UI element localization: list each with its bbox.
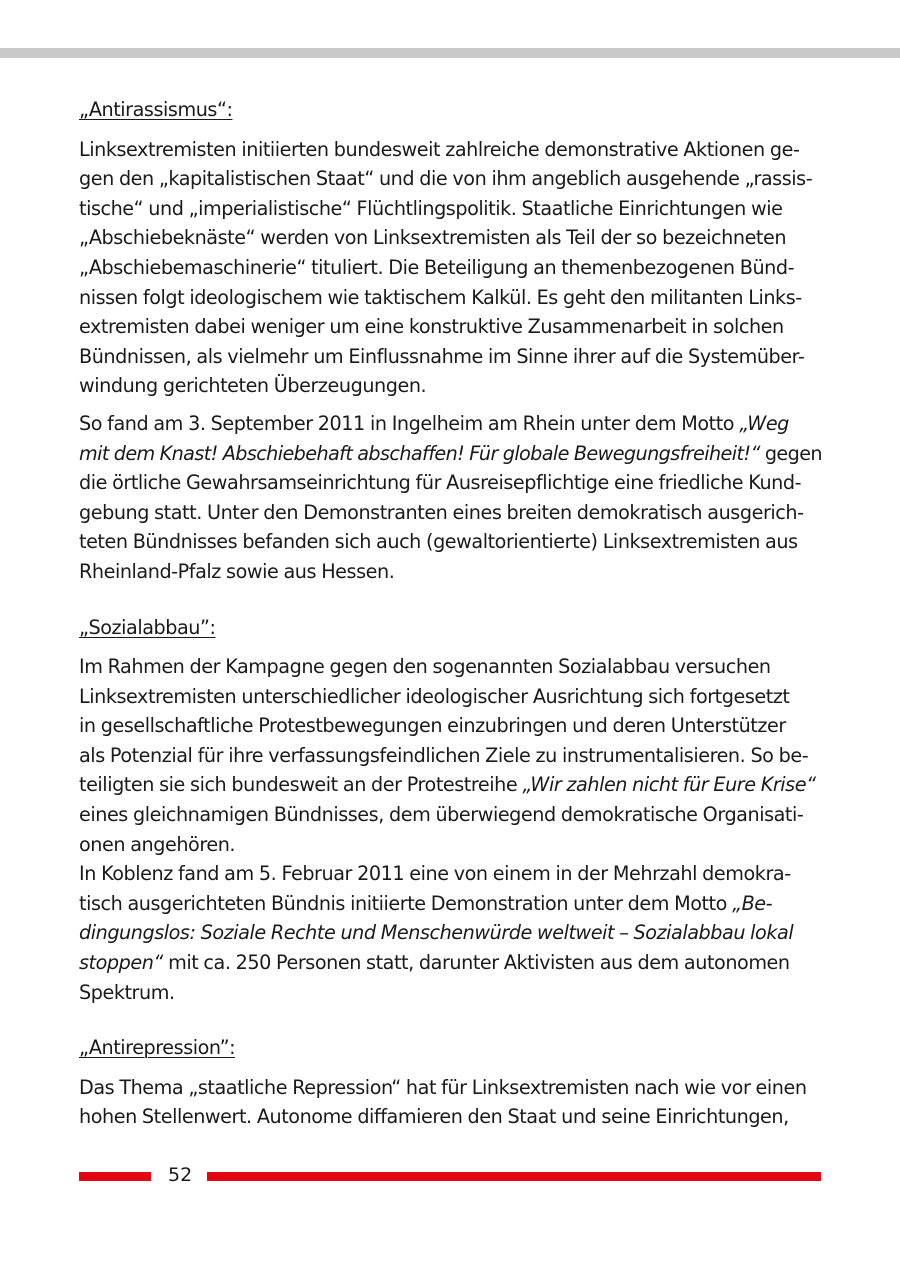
text-run: teiligten sie sich bundesweit an der Protestreihe: [79, 773, 523, 797]
text-line: die örtliche Gewahrsamseinrichtung für Ausreisepflichtige eine friedliche Kund-: [79, 471, 802, 495]
text-run: tisch ausgerichteten Bündnis initiierte Demonstration unter dem Motto: [79, 891, 733, 915]
text-run: So fand am 3. September 2011 in Ingelheim am Rhein unter dem Motto: [79, 411, 740, 435]
motto-quote: stoppen“: [79, 951, 163, 975]
motto-quote: „Be-: [732, 891, 773, 915]
text-line: windung gerichteten Überzeugungen.: [79, 374, 427, 398]
text-line: In Koblenz fand am 5. Februar 2011 eine von einem in der Mehrzahl demokra-: [79, 862, 791, 886]
text-line: onen angehören.: [79, 832, 236, 856]
top-gray-rule: [0, 48, 900, 58]
text-line: Bündnissen, als vielmehr um Einflussnahme im Sinne ihrer auf die Systemüber-: [79, 344, 805, 368]
text-line: [79, 770, 823, 800]
text-line: [79, 439, 823, 469]
motto-quote: „Wir zahlen nicht für Eure Krise“: [522, 773, 816, 797]
section-antirepression: [79, 1033, 823, 1132]
text-line: extremisten dabei weniger um eine konstruktive Zusammenarbeit in solchen: [79, 315, 784, 339]
section-heading: „Sozialabbau”:: [79, 615, 216, 639]
paragraph: [79, 409, 823, 587]
footer-accent-bar-right: [207, 1172, 821, 1181]
section-antirassismus: [79, 95, 823, 587]
motto-quote: „Weg: [739, 411, 789, 435]
text-line: [79, 889, 823, 919]
text-line: „Abschiebeknäste“ werden von Linksextremisten als Teil der so bezeichneten: [79, 226, 787, 250]
paragraph: [79, 859, 823, 1007]
paragraph: [79, 1073, 823, 1132]
paragraph: [79, 135, 823, 401]
text-run: mit ca. 250 Personen statt, darunter Aktivisten aus dem autonomen: [162, 951, 790, 975]
paragraph: [79, 652, 823, 859]
text-line: tische“ und „imperialistische“ Flüchtlingspolitik. Staatliche Einrichtungen wie: [79, 196, 783, 220]
text-line: Im Rahmen der Kampagne gegen den sogenannten Sozialabbau versuchen: [79, 655, 771, 679]
section-heading: „Antirassismus“:: [79, 98, 233, 121]
text-line: „Abschiebemaschinerie“ tituliert. Die Beteiligung an themenbezogenen Bünd-: [79, 255, 795, 279]
text-line: Linksextremisten initiierten bundesweit zahlreiche demonstrative Aktionen ge-: [79, 137, 800, 161]
text-line: [79, 948, 823, 978]
page-body: [79, 95, 823, 1140]
text-line: in gesellschaftliche Protestbewegungen einzubringen und deren Unterstützer: [79, 714, 786, 738]
text-line: gen den „kapitalistischen Staat“ und die von ihm angeblich ausgehende „rassis-: [79, 167, 813, 191]
section-heading: „Antirepression”:: [79, 1036, 236, 1060]
section-sozialabbau: [79, 613, 823, 1008]
footer-accent-bar-left: [79, 1172, 151, 1181]
page-number: 52: [168, 1164, 193, 1186]
text-line: Das Thema „staatliche Repression“ hat für Linksextremisten nach wie vor einen: [79, 1075, 807, 1099]
text-line: [79, 409, 823, 439]
motto-quote: dingungslos: Soziale Rechte und Menschenwürde weltweit – Sozialabbau lokal: [79, 921, 794, 945]
text-line: [79, 918, 823, 948]
text-line: gebung statt. Unter den Demonstranten eines breiten demokratisch ausgerich-: [79, 500, 804, 524]
text-line: Spektrum.: [79, 980, 175, 1004]
text-line: Rheinland-Pfalz sowie aus Hessen.: [79, 559, 395, 583]
text-line: hohen Stellenwert. Autonome diffamieren den Staat und seine Einrichtungen,: [79, 1105, 789, 1129]
text-run: gegen: [759, 441, 822, 465]
text-line: eines gleichnamigen Bündnisses, dem überwiegend demokratische Organisati-: [79, 803, 804, 827]
page-footer: [79, 1160, 821, 1190]
text-line: teten Bündnisses befanden sich auch (gewaltorientierte) Linksextremisten aus: [79, 530, 798, 554]
text-line: Linksextremisten unterschiedlicher ideologischer Ausrichtung sich fortgesetzt: [79, 684, 790, 708]
text-line: nissen folgt ideologischem wie taktischem Kalkül. Es geht den militanten Links-: [79, 285, 802, 309]
motto-quote: mit dem Knast! Abschiebehaft abschaffen! Für globale Bewegungsfreiheit!“: [79, 441, 760, 465]
text-line: als Potenzial für ihre verfassungsfeindlichen Ziele zu instrumentalisieren. So be-: [79, 743, 809, 767]
